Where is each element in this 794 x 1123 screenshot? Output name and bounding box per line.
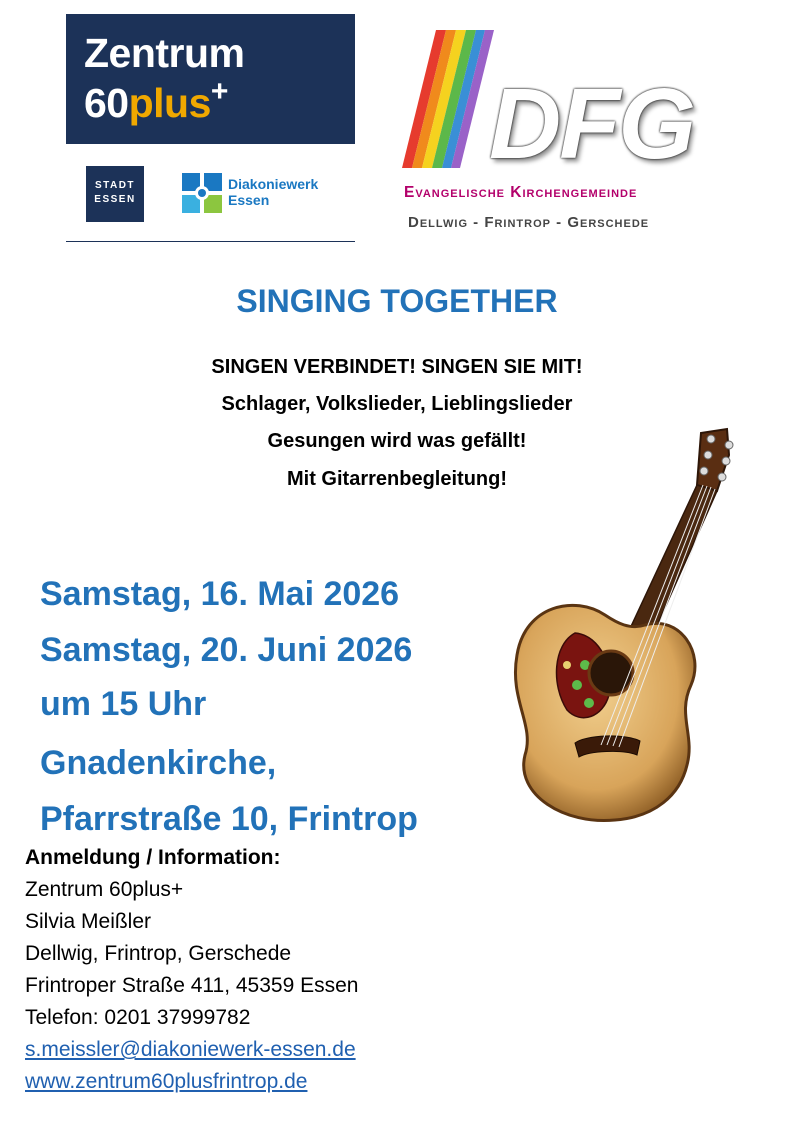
contact-phone: Telefon: 0201 37999782 [25, 1006, 251, 1029]
event-title: SINGING TOGETHER [236, 283, 558, 319]
dfg-logo-subtitle: Evangelische Kirchengemeinde [404, 184, 638, 201]
contact-area: Dellwig, Frintrop, Gerschede [25, 942, 292, 965]
contact-org: Zentrum 60plus+ [25, 878, 184, 901]
logo-divider [66, 241, 355, 242]
zentrum-logo-line2 [84, 75, 228, 127]
intro-line-3: Gesungen wird was gefällt! [267, 430, 527, 452]
guitar-illustration-icon [505, 425, 745, 835]
diakonie-line2: Essen [228, 192, 270, 208]
intro-line-1: SINGEN VERBINDET! SINGEN SIE MIT! [211, 356, 583, 378]
website-link[interactable]: www.zentrum60plusfrintrop.de [25, 1070, 308, 1093]
stadt-logo-line2: ESSEN [94, 194, 136, 205]
zentrum-logo-number: 60 [84, 80, 129, 126]
stadt-essen-logo [86, 166, 144, 222]
contact-heading: Anmeldung / Information: [25, 846, 281, 869]
intro-line-4: Mit Gitarrenbegleitung! [287, 468, 507, 490]
date-line-2: Samstag, 20. Juni 2026 [40, 631, 413, 669]
dfg-logo-districts: Dellwig - Frintrop - Gerschede [408, 214, 650, 231]
contact-person: Silvia Meißler [25, 910, 152, 933]
date-line-1: Samstag, 16. Mai 2026 [40, 575, 400, 613]
time-line: um 15 Uhr [40, 685, 207, 723]
contact-address: Frintroper Straße 411, 45359 Essen [25, 974, 359, 997]
intro-line-2: Schlager, Volkslieder, Lieblingslieder [221, 393, 573, 415]
diakoniewerk-logo-text [228, 176, 318, 208]
diakonie-line1: Diakoniewerk [228, 176, 319, 192]
zentrum-logo-plus-word: plus [128, 80, 211, 126]
stadt-logo-line1: STADT [94, 180, 136, 191]
zentrum-60plus-logo [66, 14, 355, 144]
zentrum-logo-line1: Zentrum [84, 30, 245, 76]
diakonie-cross-logo-icon [182, 173, 222, 213]
zentrum-logo-sup: + [210, 75, 228, 108]
dfg-logo-letters: DFG [489, 68, 695, 180]
rainbow-stripes-logo-icon [402, 30, 494, 168]
place-line-2: Pfarrstraße 10, Frintrop [40, 800, 418, 838]
contact-email-link[interactable]: s.meissler@diakoniewerk-essen.de [25, 1038, 356, 1061]
place-line-1: Gnadenkirche, [40, 744, 277, 782]
